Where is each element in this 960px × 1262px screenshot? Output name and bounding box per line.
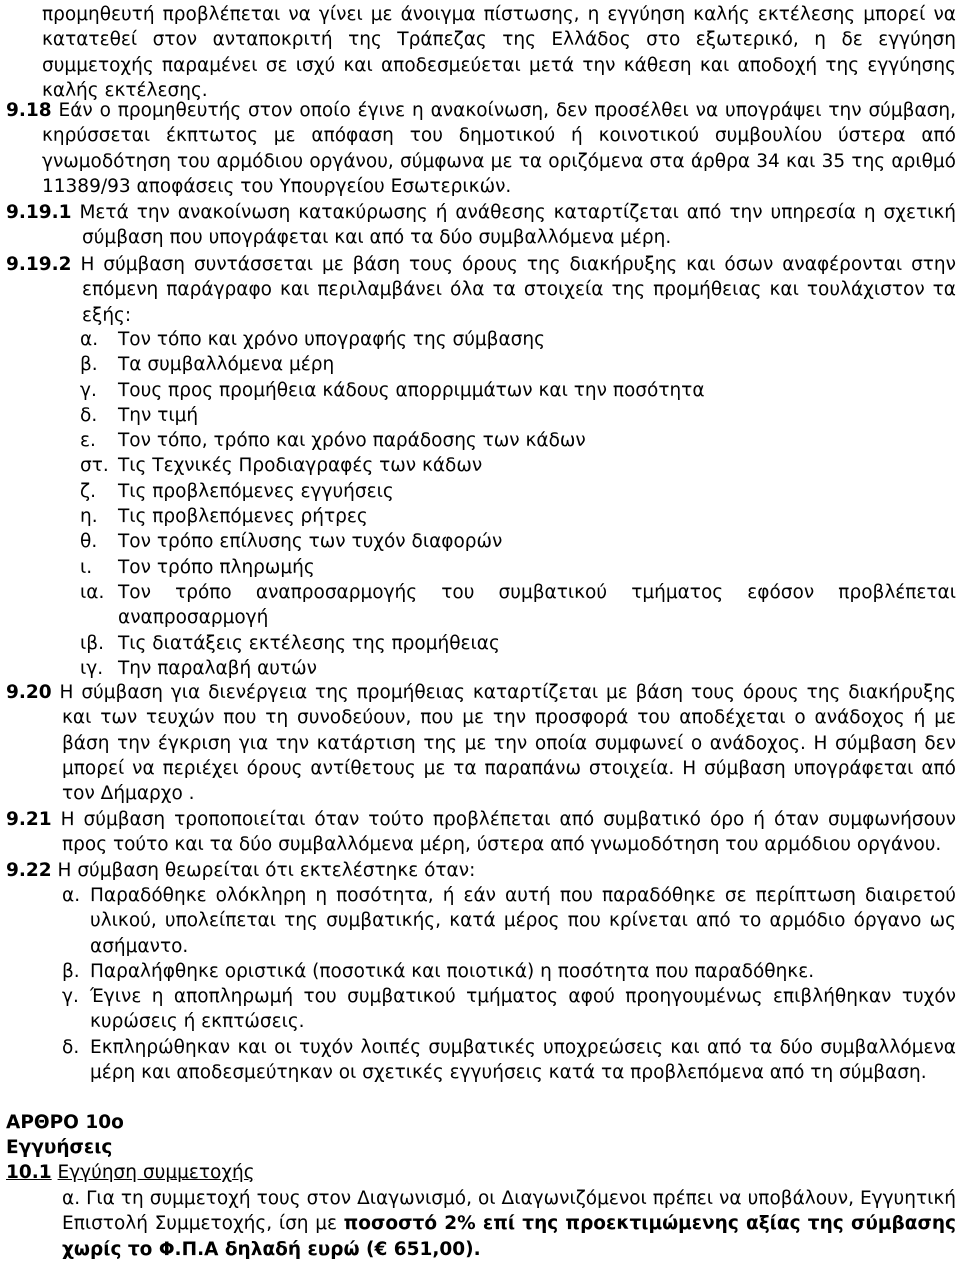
paragraph-9-20 xyxy=(6,680,956,806)
list-marker: ι. xyxy=(80,556,93,578)
guarantee-amount: ποσοστό 2% επί της προεκτιμώμενης αξίας της σύμβασης χωρίς το Φ.Π.Α δηλαδή ευρώ (€ 651,00). xyxy=(62,1213,956,1260)
list-text: Τον τρόπο επίλυσης των τυχόν διαφορών xyxy=(118,531,503,553)
list-item xyxy=(80,378,956,403)
section-text: Η σύμβαση συντάσσεται με βάση τους όρους της διακήρυξης και όσων αναφέρονται στην επόμενη παράγραφο και περιλαμβάνει όλα τα στοιχεία της προμήθειας και τουλάχιστον τα εξής: xyxy=(71,254,956,326)
list-marker: γ. xyxy=(80,379,97,401)
section-text: Για τη συμμετοχή τους στον Διαγωνισμό, οι Διαγωνιζόμενοι πρέπει να υποβάλουν, Εγγυητική Επιστολή Συμμετοχής, ίση με xyxy=(62,1188,956,1235)
list-text: Τους προς προμήθεια κάδους απορριμμάτων και την ποσότητα xyxy=(118,379,705,401)
list-text: Τις προβλεπόμενες ρήτρες xyxy=(118,506,368,528)
section-text: Εάν ο προμηθευτής στον οποίο έγινε η ανακοίνωση, δεν προσέλθει να υπογράψει την σύμβαση, κηρύσσεται έκπτωτος με απόφαση του δημοτικού ή κοινοτικού συμβουλίου ύστερα από γνωμοδότηση του αρμόδιου οργάνου, σύμφωνα με τα οριζόμενα στα άρθρα 34 και 35 της αριθμό 11389/93 αποφάσεις του Υπουργείου Εσωτερικών. xyxy=(42,100,956,197)
paragraph-9-19-2 xyxy=(6,252,956,328)
list-text: Τις προβλεπόμενες εγγυήσεις xyxy=(118,480,394,502)
list-item xyxy=(80,327,956,352)
section-text: Η σύμβαση τροποποιείται όταν τούτο προβλέπεται από συμβατικό όρο ή όταν συμφωνήσουν προς τούτο και τα δύο συμβαλλόμενα μέρη, ύστερα από γνωμοδότηση του αρμόδιου οργάνου. xyxy=(51,809,956,856)
section-number: 9.19.2 xyxy=(6,254,72,275)
list-text: Τις διατάξεις εκτέλεσης της προμήθειας xyxy=(118,632,500,654)
list-item xyxy=(62,959,956,984)
list-item xyxy=(80,403,956,428)
section-number: 9.18 xyxy=(6,100,52,121)
list-text: Τον τρόπο αναπροσαρμογής του συμβατικού τμήματος εφόσον προβλέπεται αναπροσαρμογή xyxy=(118,581,956,629)
execution-conditions-list xyxy=(62,883,956,1085)
section-number: 10.1 xyxy=(6,1162,52,1183)
list-marker: β. xyxy=(80,354,98,376)
list-item xyxy=(80,529,956,554)
section-number: 9.21 xyxy=(6,809,52,830)
list-text: Την τιμή xyxy=(118,404,199,426)
list-marker: στ. xyxy=(80,455,109,477)
list-text: Τον τόπο και χρόνο υπογραφής της σύμβασης xyxy=(118,329,545,350)
list-text: Τις Τεχνικές Προδιαγραφές των κάδων xyxy=(118,455,483,477)
list-text: Παραλήφθηκε οριστικά (ποσοτικά και ποιοτικά) η ποσότητα που παραδόθηκε. xyxy=(90,960,815,982)
list-marker: ιβ. xyxy=(80,632,104,654)
list-text: Τον τόπο, τρόπο και χρόνο παράδοσης των κάδων xyxy=(118,430,586,452)
list-marker: γ. xyxy=(62,986,79,1008)
list-marker: ε. xyxy=(80,430,96,452)
list-text: Παραδόθηκε ολόκληρη η ποσότητα, ή εάν αυτή που παραδόθηκε σε περίπτωση διαιρετού υλικού, υπολείπεται της συμβατικής, κατά μέρος που κρίνεται από το αρμόδιο όργανο ως ασήμαντο. xyxy=(90,885,956,957)
list-marker: δ. xyxy=(62,1036,80,1058)
list-marker: α. xyxy=(62,1188,81,1209)
list-text: Τα συμβαλλόμενα μέρη xyxy=(118,354,335,376)
list-item xyxy=(80,580,956,631)
list-marker: θ. xyxy=(80,531,98,553)
article-title: Εγγυήσεις xyxy=(6,1137,113,1158)
list-marker: ιγ. xyxy=(80,657,104,679)
list-text: Εκπληρώθηκαν και οι τυχόν λοιπές συμβατικές υποχρεώσεις και από τα δύο συμβαλλόμενα μέρη και αποδεσμεύτηκαν οι σχετικές εγγυήσεις κατά τα προβλεπόμενα από τη σύμβαση. xyxy=(90,1036,956,1084)
section-number: 9.19.1 xyxy=(6,202,72,223)
list-text: Την παραλαβή αυτών xyxy=(118,657,317,679)
list-marker: ζ. xyxy=(80,480,96,502)
list-item xyxy=(80,428,956,453)
paragraph-9-19-1 xyxy=(6,200,956,251)
list-marker: η. xyxy=(80,506,98,528)
list-marker: α. xyxy=(80,329,99,350)
list-marker: ια. xyxy=(80,581,105,603)
section-text: Μετά την ανακοίνωση κατακύρωσης ή ανάθεσης καταρτίζεται από την υπηρεσία η σχετική σύμβαση που υπογράφεται και από τα δύο συμβαλλόμενα μέρη. xyxy=(71,202,956,249)
list-text: Τον τρόπο πληρωμής xyxy=(118,556,315,578)
list-item xyxy=(80,555,956,580)
list-item xyxy=(62,984,956,1035)
list-item xyxy=(62,1035,956,1086)
list-marker: β. xyxy=(62,960,80,982)
article-heading: ΑΡΘΡΟ 10ο xyxy=(6,1112,124,1133)
paragraph-9-21 xyxy=(6,807,956,858)
list-item xyxy=(80,453,956,478)
list-item xyxy=(80,479,956,504)
list-marker: δ. xyxy=(80,404,98,426)
list-item xyxy=(80,656,956,681)
section-text: Η σύμβαση για διενέργεια της προμήθειας καταρτίζεται με βάση τους όρους της διακήρυξης και των τευχών που τη συνοδεύουν, που με την προσφορά του αποδέχεται ο ανάδοχος ή με βάση την έγκριση για την κατάρτιση της με την οποία συμφωνεί ο ανάδοχος. Η σύμβαση δεν μπορεί να περιέχει όρους αντίθετους με τα παραπάνω στοιχεία. Η σύμβαση υπογράφεται από τον Δήμαρχο . xyxy=(51,682,956,805)
section-number: 9.20 xyxy=(6,682,52,703)
list-item xyxy=(80,631,956,656)
list-item xyxy=(62,883,956,959)
paragraph-9-18 xyxy=(6,98,956,199)
section-text: Η σύμβαση θεωρείται ότι εκτελέστηκε όταν: xyxy=(51,860,476,881)
section-title: Εγγύηση συμμετοχής xyxy=(57,1162,255,1183)
list-item xyxy=(80,504,956,529)
list-marker: α. xyxy=(62,885,81,906)
subsection-heading-10-1 xyxy=(6,1160,255,1185)
paragraph-intro: προμηθευτή προβλέπεται να γίνει με άνοιγμα πίστωσης, η εγγύηση καλής εκτέλεσης μπορεί να κατατεθεί στον ανταποκριτή της Τράπεζας της Ελλάδος στο εξωτερικό, η δε εγγύηση συμμετοχής παραμένει σε ισχύ και αποδεσμεύεται μετά την κάθεση και αποδοχή της εγγύησης καλής εκτέλεσης. xyxy=(42,4,956,101)
contract-contents-list xyxy=(80,327,956,681)
list-text: Έγινε η αποπληρωμή του συμβατικού τμήματος αφού προηγουμένως επιβλήθηκαν τυχόν κυρώσεις ή εκπτώσεις. xyxy=(90,986,956,1033)
section-number: 9.22 xyxy=(6,860,52,881)
paragraph-9-22 xyxy=(6,858,956,883)
list-item xyxy=(80,352,956,377)
paragraph-10-1-a xyxy=(62,1186,956,1262)
